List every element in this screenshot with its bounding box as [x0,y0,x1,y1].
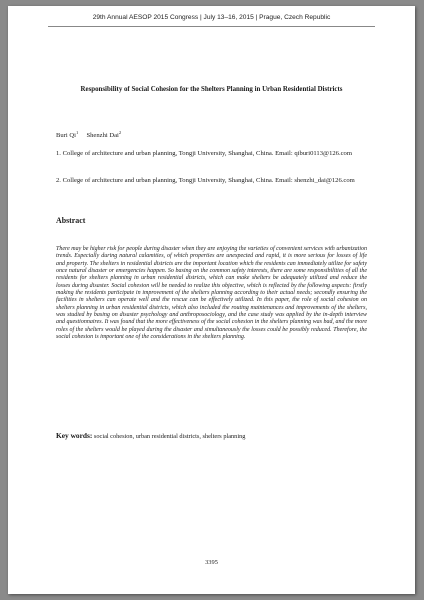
keywords-text: social cohesion, urban residential districts, shelters planning [93,433,246,440]
affiliation-1: 1. College of architecture and urban planning, Tongji University, Shanghai, China. Email: qiburi0113@126.com [56,150,352,157]
keywords-line [56,431,367,440]
header-divider [48,26,375,27]
author-line [56,130,121,139]
keywords-label: Key words: [56,431,93,440]
abstract-text: There may be higher risk for people during disaster when they are enjoying the varieties of convenient services with urbanization trends. Especially during natural calamities, of which properties are unexpected and rapid, it is more serious for losses of life and property. The shelters in residential districts are the important location which the residents can immediately utilize for safety once natural disaster or emergencies happen. So basing on the common safety interests, there are some responsibilities of all the residents for shelters planning in urban residential districts, which can make shelters be adequately utilized and reduce the losses during disaster. Social cohesion will be needed to realize this objective, which is reflected by the following aspects: firstly making the residents participate in improvement of the shelters planning according to their actual needs; secondly ensuring the facilities in shelters can operate well and the rescue can be effectively utilized. In this paper, the role of social cohesion on shelters planning in urban residential districts, which also included the routing maintenances and improvements of the shelters, was studied by basing on disaster psychology and anthroposociology, and the case study was applied by the in-depth interview and questionnaires. It was found that the more effectiveness of the social cohesion in the shelters planning was bad, and the more roles of the shelters would be played during the disaster and simultaneously the losses could be possibly reduced. Therefore, the social cohesion is important one of the considerations in the shelters planning. [56,246,367,341]
author-name: Buri Qi [56,132,76,140]
author-affiliation-mark: 1 [75,130,79,135]
author-name: Shenzhi Dai [86,132,119,140]
abstract-heading: Abstract [56,216,86,225]
running-header: 29th Annual AESOP 2015 Congress | July 13–16, 2015 | Prague, Czech Republic [92,14,331,21]
affiliation-2: 2. College of architecture and urban planning, Tongji University, Shanghai, China. Email: shenzhi_dai@126.com [56,177,355,184]
document-page [8,6,415,594]
author-affiliation-mark: 2 [118,130,122,135]
paper-title: Responsibility of Social Cohesion for the Shelters Planning in Urban Residential Districts [80,86,343,93]
page-number: 3395 [205,559,218,566]
